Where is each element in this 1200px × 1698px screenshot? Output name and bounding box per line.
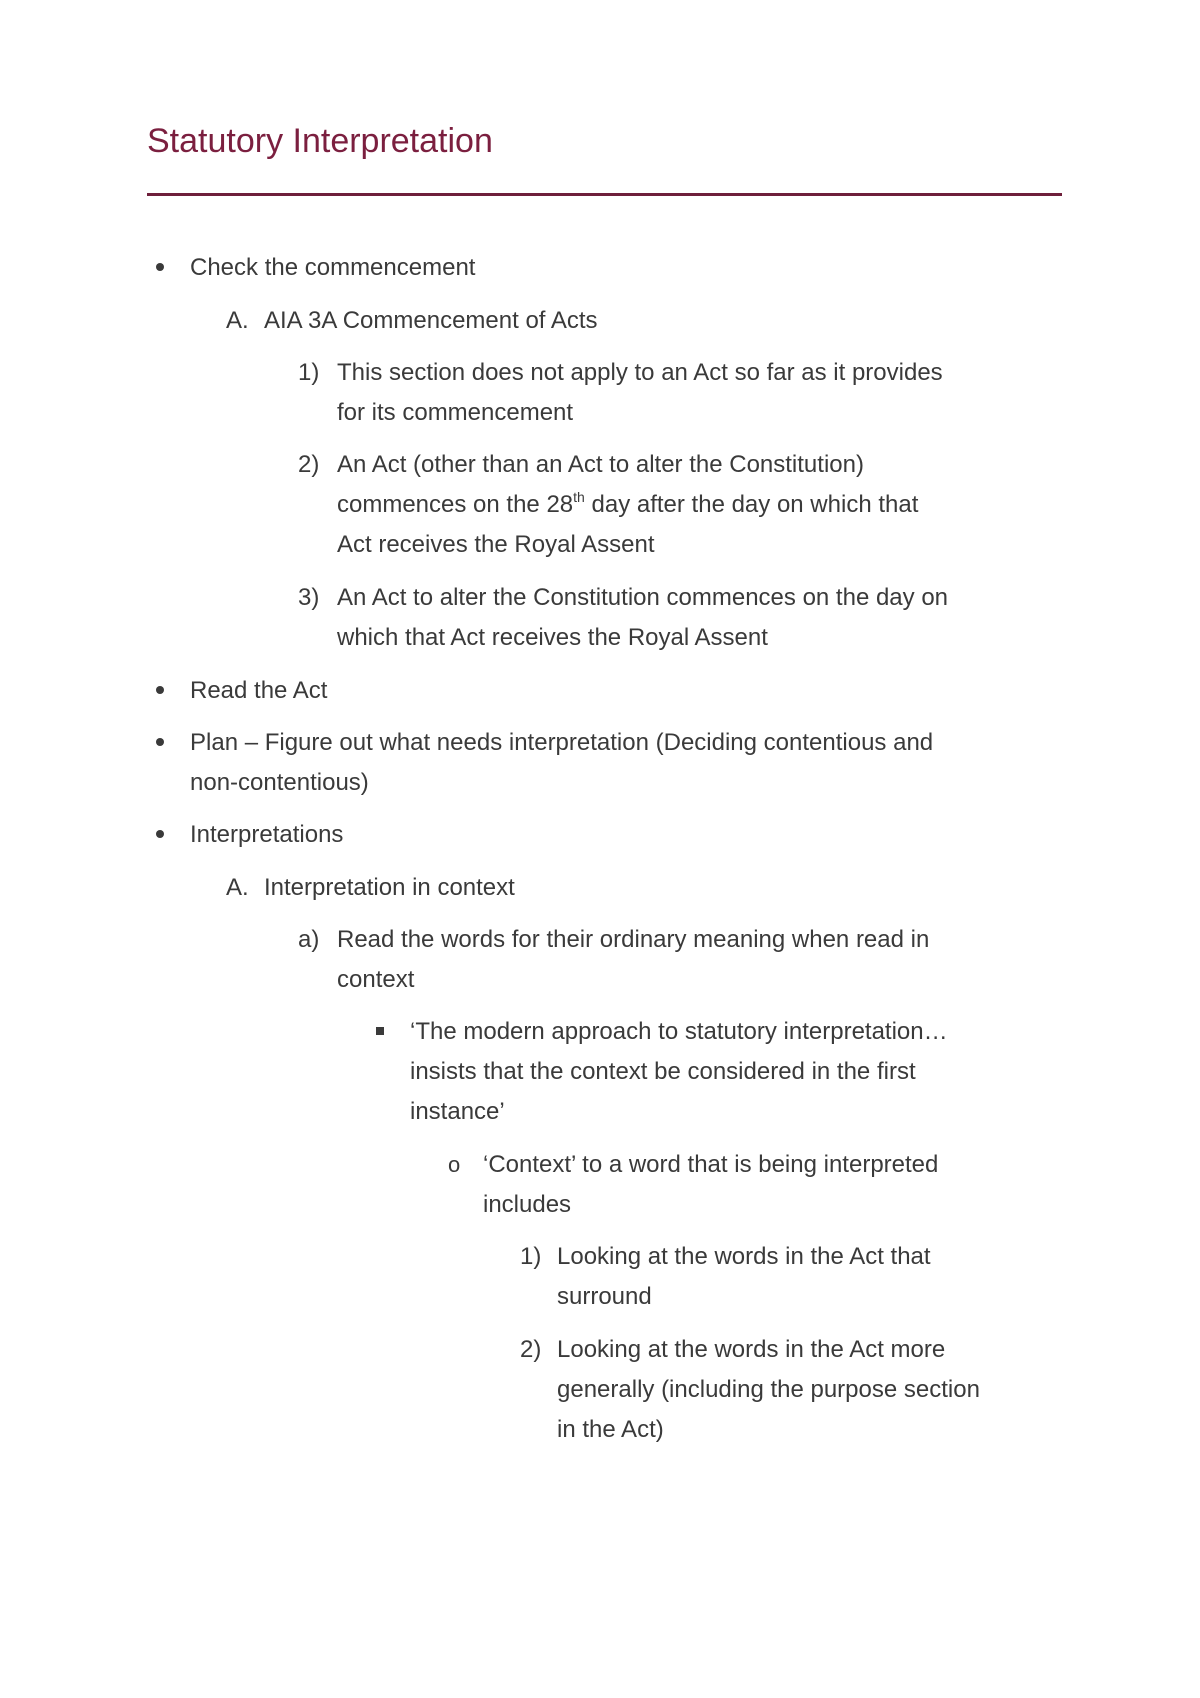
list-item-line: non-contentious) xyxy=(190,769,369,796)
list-item-line: generally (including the purpose section xyxy=(557,1376,980,1403)
list-item-line: context xyxy=(337,966,415,993)
list-item-line: Plan – Figure out what needs interpretation (Deciding contentious and xyxy=(190,729,934,756)
list-marker: 2) xyxy=(298,451,320,478)
page-title: Statutory Interpretation xyxy=(147,122,493,160)
list-item-line: insists that the context be considered in the first xyxy=(410,1058,916,1085)
list-item-line: ‘The modern approach to statutory interpretation… xyxy=(410,1018,948,1045)
list-item-check-commencement: Check the commencement xyxy=(190,254,476,281)
square-bullet-icon xyxy=(376,1027,384,1035)
list-item-interpretation-in-context: Interpretation in context xyxy=(264,874,515,901)
bullet-dot-icon xyxy=(156,830,164,838)
list-marker: A. xyxy=(226,874,249,901)
list-item-aia-3a: AIA 3A Commencement of Acts xyxy=(264,307,598,334)
list-marker: 1) xyxy=(298,359,320,386)
circle-bullet-icon: o xyxy=(448,1152,461,1177)
list-marker: A. xyxy=(226,307,249,334)
list-item-line: which that Act receives the Royal Assent xyxy=(337,624,768,651)
list-item-interpretations: Interpretations xyxy=(190,821,344,848)
list-marker: a) xyxy=(298,926,320,953)
list-item-line: An Act to alter the Constitution commences on the day on xyxy=(337,584,949,611)
list-item-line: for its commencement xyxy=(337,399,574,426)
list-item-line: Looking at the words in the Act more xyxy=(557,1336,946,1363)
text-run: day after the day on which that xyxy=(584,491,919,518)
list-item-line: Looking at the words in the Act that xyxy=(557,1243,931,1270)
list-item-line: Read the words for their ordinary meaning when read in xyxy=(337,926,930,953)
bullet-dot-icon xyxy=(156,263,164,271)
list-item-line: surround xyxy=(557,1283,652,1310)
text-run: commences on the 28 xyxy=(337,491,574,518)
list-marker: 3) xyxy=(298,584,320,611)
list-marker: 2) xyxy=(520,1336,542,1363)
list-item-line: Act receives the Royal Assent xyxy=(337,531,655,558)
list-item-line xyxy=(337,485,918,525)
list-item-read-the-act: Read the Act xyxy=(190,677,328,704)
bullet-dot-icon xyxy=(156,738,164,746)
list-item-line: includes xyxy=(483,1191,572,1218)
list-item-line: instance’ xyxy=(410,1098,505,1125)
title-underline xyxy=(147,193,1062,196)
list-item-line: This section does not apply to an Act so far as it provides xyxy=(337,359,943,386)
superscript-ordinal: th xyxy=(573,489,585,505)
list-item-line: in the Act) xyxy=(557,1416,664,1443)
bullet-dot-icon xyxy=(156,686,164,694)
list-marker: 1) xyxy=(520,1243,542,1270)
list-item-line: An Act (other than an Act to alter the Constitution) xyxy=(337,451,864,478)
list-item-line: ‘Context’ to a word that is being interpreted xyxy=(483,1151,939,1178)
